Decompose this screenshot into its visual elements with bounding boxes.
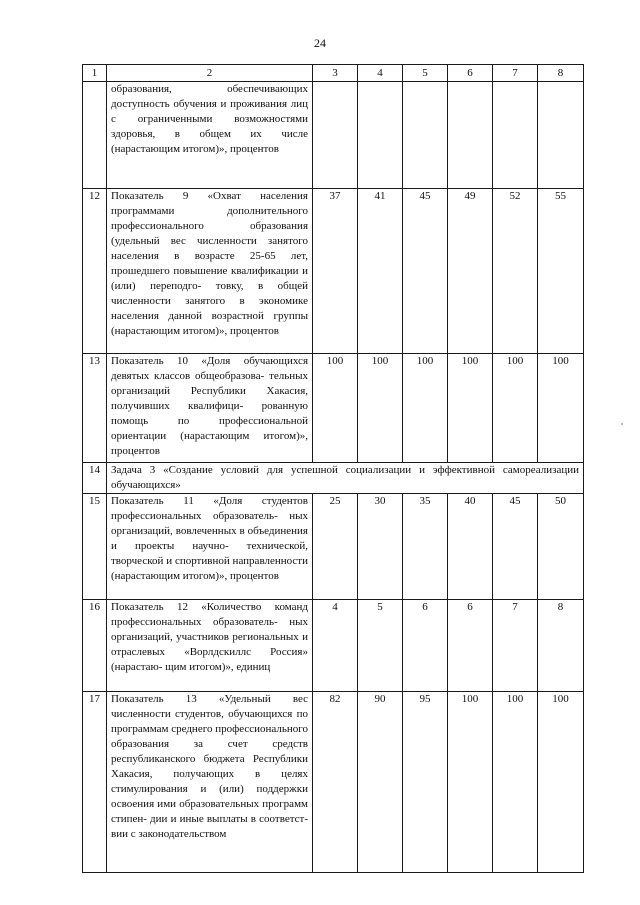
column-header: 4 bbox=[358, 65, 403, 82]
column-header: 6 bbox=[448, 65, 493, 82]
row-number: 14 bbox=[83, 463, 107, 494]
task-description bbox=[107, 463, 584, 494]
task-row bbox=[83, 463, 584, 494]
value-cell: 95 bbox=[403, 692, 448, 873]
column-numbers-row bbox=[83, 65, 584, 82]
value-cell: 8 bbox=[538, 600, 584, 692]
value-cell: 50 bbox=[538, 494, 584, 600]
value-cell bbox=[403, 82, 448, 189]
value-cell: 45 bbox=[493, 494, 538, 600]
column-header: 7 bbox=[493, 65, 538, 82]
column-header: 3 bbox=[313, 65, 358, 82]
indicator-text: Показатель 13 «Удельный вес численности студентов, обучающихся по программам среднего профессионального образования за счет средств республиканского бюджета Республики Хакасия, получающих в целях стимулирования и (или) поддержки освоения ими образовательных программ стипен- дии и иные выплаты в соответст- вии с законодательством bbox=[111, 693, 309, 840]
value-cell: 100 bbox=[538, 354, 584, 463]
value-cell: 7 bbox=[493, 600, 538, 692]
task-text: Задача 3 «Создание условий для успешной социализации и эффективной самореализации обучающихся» bbox=[111, 464, 579, 491]
indicator-text: Показатель 11 «Доля студентов профессиональных образователь- ных организаций, вовлеченных в объединения и проекты научно- технической, творческой и спортивной направленности (нарастающим итогом)», процентов bbox=[111, 495, 308, 582]
value-cell: 41 bbox=[358, 189, 403, 354]
row-number: 17 bbox=[83, 692, 107, 873]
indicator-text: Показатель 12 «Количество команд профессиональных образователь- ных организаций, участников региональных и отраслевых «Ворлдскиллс Россия» (нарастаю- щим итогом)», единиц bbox=[111, 601, 308, 673]
value-cell: 100 bbox=[493, 692, 538, 873]
value-cell: 5 bbox=[358, 600, 403, 692]
value-cell bbox=[538, 82, 584, 189]
column-header: 8 bbox=[538, 65, 584, 82]
row-number: 16 bbox=[83, 600, 107, 692]
row-number: 13 bbox=[83, 354, 107, 463]
indicator-description bbox=[107, 692, 313, 873]
page-number: 24 bbox=[314, 36, 326, 50]
value-cell: 100 bbox=[448, 354, 493, 463]
value-cell: 55 bbox=[538, 189, 584, 354]
value-cell: 25 bbox=[313, 494, 358, 600]
value-cell bbox=[448, 82, 493, 189]
value-cell: 90 bbox=[358, 692, 403, 873]
value-cell: 4 bbox=[313, 600, 358, 692]
value-cell: 100 bbox=[538, 692, 584, 873]
column-header: 2 bbox=[107, 65, 313, 82]
value-cell: 100 bbox=[358, 354, 403, 463]
scan-speck bbox=[621, 423, 623, 425]
indicator-description bbox=[107, 354, 313, 463]
value-cell: 37 bbox=[313, 189, 358, 354]
indicator-description bbox=[107, 82, 313, 189]
row-number bbox=[83, 82, 107, 189]
value-cell: 100 bbox=[403, 354, 448, 463]
value-cell: 6 bbox=[403, 600, 448, 692]
value-cell: 35 bbox=[403, 494, 448, 600]
indicator-text: Показатель 9 «Охват населения программами дополнительного профессионального образования (удельный вес численности занятого населения в возрасте 25-65 лет, прошедшего повышение квалификации и (или) переподго- товку, в общей численности занятого в экономике населения данной возрастной группы (нарастающим итогом)», процентов bbox=[111, 190, 308, 337]
value-cell: 45 bbox=[403, 189, 448, 354]
indicator-description bbox=[107, 494, 313, 600]
table-row bbox=[83, 82, 584, 189]
column-header: 1 bbox=[83, 65, 107, 82]
value-cell: 49 bbox=[448, 189, 493, 354]
value-cell: 100 bbox=[448, 692, 493, 873]
table-row bbox=[83, 692, 584, 873]
value-cell: 52 bbox=[493, 189, 538, 354]
value-cell: 100 bbox=[313, 354, 358, 463]
indicator-description bbox=[107, 600, 313, 692]
row-number: 15 bbox=[83, 494, 107, 600]
row-number: 12 bbox=[83, 189, 107, 354]
indicator-text: образования, обеспечивающих доступность обучения и проживания лиц с ограниченными возможностями здоровья, в общем их числе (нарастающим итогом)», процентов bbox=[111, 83, 308, 155]
value-cell bbox=[493, 82, 538, 189]
column-header: 5 bbox=[403, 65, 448, 82]
value-cell: 30 bbox=[358, 494, 403, 600]
indicator-description bbox=[107, 189, 313, 354]
table-row bbox=[83, 494, 584, 600]
indicators-table bbox=[82, 64, 584, 873]
table-row bbox=[83, 354, 584, 463]
value-cell bbox=[313, 82, 358, 189]
table-row bbox=[83, 189, 584, 354]
value-cell: 100 bbox=[493, 354, 538, 463]
value-cell bbox=[358, 82, 403, 189]
value-cell: 40 bbox=[448, 494, 493, 600]
indicator-text: Показатель 10 «Доля обучающихся девятых классов общеобразова- тельных организаций Республики Хакасия, получивших квалифици- рованную помощь по профессиональной ориентации (нарастающим итогом)», процентов bbox=[111, 355, 308, 457]
value-cell: 6 bbox=[448, 600, 493, 692]
value-cell: 82 bbox=[313, 692, 358, 873]
table-row bbox=[83, 600, 584, 692]
